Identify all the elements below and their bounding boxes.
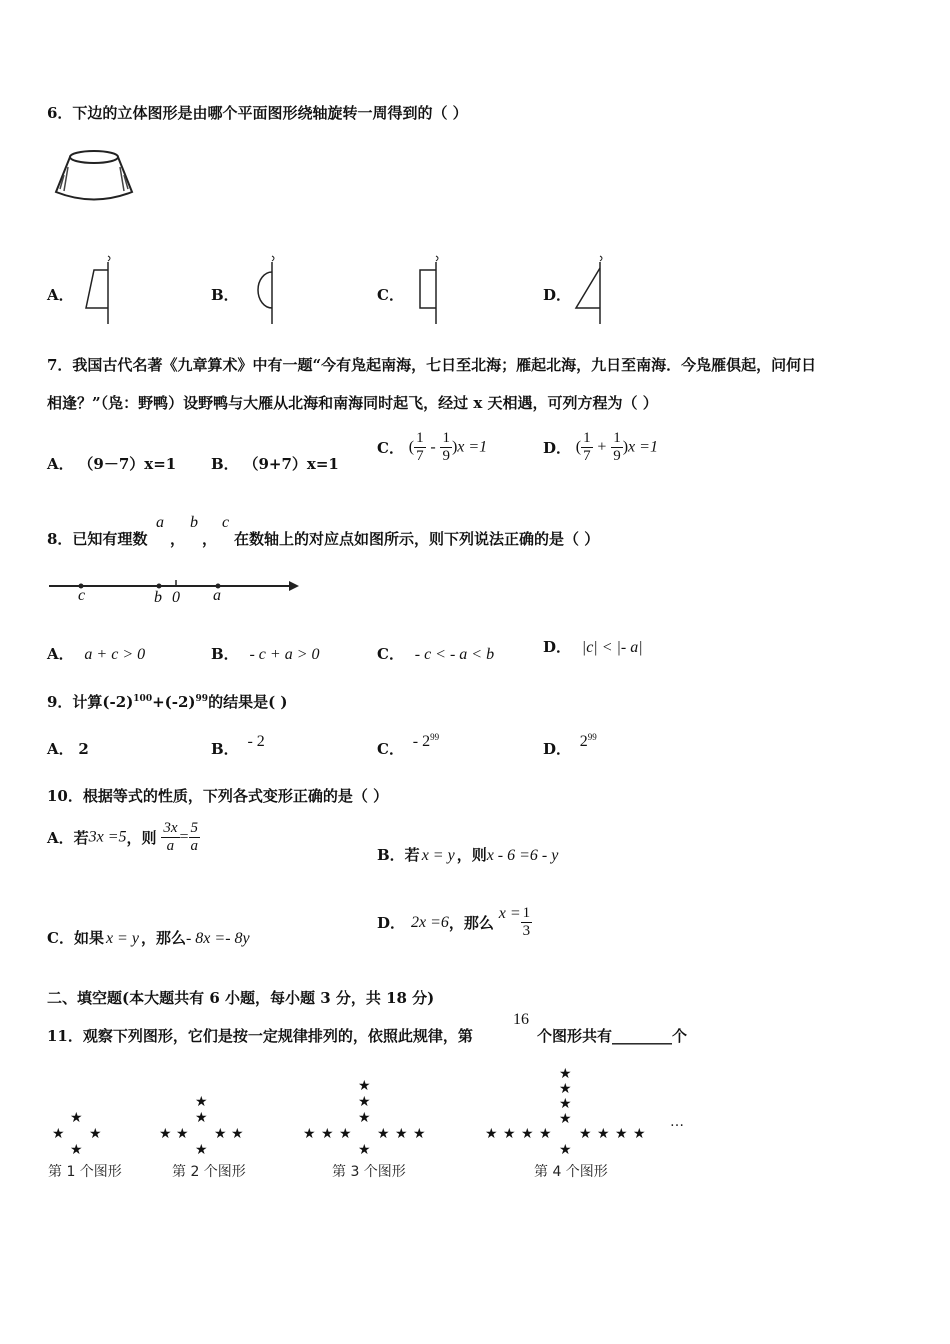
star: ★ <box>358 1078 371 1094</box>
q8-var-c: c <box>222 514 230 531</box>
q10-option-b-premise: x = y <box>421 847 455 864</box>
q8-option-d-label: D． <box>543 638 572 656</box>
q11-prefix: 11．观察下列图形，它们是按一定规律排列的，依照此规律，第 <box>47 1027 473 1045</box>
star: ★ <box>633 1126 646 1142</box>
q8-option-d[interactable] <box>543 636 643 657</box>
figure-caption-3: 第 3 个图形 <box>332 1164 406 1180</box>
q7-option-b[interactable] <box>211 453 339 474</box>
q10-option-d-x: x = <box>498 905 521 922</box>
star: ★ <box>559 1111 572 1127</box>
q10-option-b-result: x - 6 =6 - y <box>486 847 559 864</box>
q6-option-d-label[interactable]: D． <box>543 286 572 304</box>
q11-suffix: 个图形共有________个 <box>537 1027 688 1045</box>
q9-option-d-label: D． <box>543 740 572 758</box>
q7-option-c-rparen: ) <box>451 438 458 456</box>
q7-option-b-text: （9+7）x=1 <box>243 455 339 473</box>
q8-option-a-expr: a + c > 0 <box>84 646 146 663</box>
star: ★ <box>231 1126 244 1142</box>
q6-option-c-label[interactable]: C． <box>377 286 404 304</box>
q9-option-d-base: 2 <box>579 733 588 750</box>
q10-option-a-then: ，则 <box>126 829 157 847</box>
q8-var-a: a <box>156 514 164 531</box>
q10-option-a-eq: = <box>179 828 189 846</box>
figure-caption-2: 第 2 个图形 <box>172 1164 246 1180</box>
star: ★ <box>559 1066 572 1082</box>
q10-option-d[interactable] <box>377 905 532 940</box>
q8-option-b-label: B． <box>211 645 239 663</box>
q10-option-b-then: ，则 <box>456 846 487 864</box>
star: ★ <box>339 1126 352 1142</box>
q9-option-c[interactable] <box>377 732 440 759</box>
q8-option-c-expr: - c < - a < b <box>414 646 495 663</box>
q7-option-c[interactable] <box>377 430 487 465</box>
q7-option-c-op: - <box>430 438 436 456</box>
q9-option-c-label: C． <box>377 740 404 758</box>
star: ★ <box>159 1126 172 1142</box>
q9-option-b[interactable] <box>211 733 265 759</box>
star: ★ <box>559 1096 572 1112</box>
q8-option-a[interactable] <box>47 643 145 664</box>
star: ★ <box>559 1142 572 1158</box>
q11-n: 16 <box>513 1011 529 1028</box>
q7-option-d-label: D． <box>543 439 572 457</box>
star: ★ <box>195 1110 208 1126</box>
q7-option-b-label: B． <box>211 455 239 473</box>
q6-option-a-label[interactable]: A． <box>47 286 74 304</box>
q10-option-a-frac1: $\frac{3x}{a}$ <box>163 820 178 854</box>
q8-option-d-expr: |c| < |- a| <box>581 639 643 656</box>
q7-option-a-text: （9－7）x=1 <box>78 455 177 473</box>
q9-option-d-exp: 99 <box>587 732 597 742</box>
q7-option-d-xeq: x =1 <box>628 438 658 456</box>
q7-option-d-frac2: $\frac{1}{9}$ <box>613 430 621 464</box>
q10-option-d-premise: 2x =6 <box>411 913 449 931</box>
star: ★ <box>176 1126 189 1142</box>
star: ★ <box>321 1126 334 1142</box>
star: ★ <box>214 1126 227 1142</box>
q8-comma-2: ， <box>202 530 218 548</box>
q7-option-d-frac1: $\frac{1}{7}$ <box>583 430 591 464</box>
q6-option-d-figure <box>570 252 610 327</box>
star: ★ <box>358 1142 371 1158</box>
q10-text: 10．根据等式的性质，下列各式变形正确的是（ ） <box>47 787 389 805</box>
q10-option-a-premise: 3x =5 <box>88 828 127 846</box>
star: ★ <box>358 1094 371 1110</box>
q7-option-c-xeq: x =1 <box>457 438 488 456</box>
number-line-point-b <box>157 584 162 589</box>
q7-option-c-lparen: ( <box>408 438 415 456</box>
figure-ellipsis: … <box>670 1114 684 1130</box>
q8-prefix: 8．已知有理数 <box>47 530 148 548</box>
q7-option-a-label: A． <box>47 455 74 473</box>
star: ★ <box>485 1126 498 1142</box>
q9-option-a[interactable] <box>47 738 89 759</box>
q8-suffix: 在数轴上的对应点如图所示，则下列说法正确的是（ ） <box>234 530 600 548</box>
number-line-label-b: b <box>154 589 162 606</box>
q9-option-a-text: 2 <box>78 740 89 758</box>
figure-caption-1: 第 1 个图形 <box>48 1164 122 1180</box>
star: ★ <box>195 1142 208 1158</box>
q10-option-c-label: C．如果 <box>47 929 104 947</box>
section-2-title: 二、填空题(本大题共有 6 小题，每小题 3 分，共 18 分) <box>47 989 435 1007</box>
number-line-label-zero: 0 <box>172 589 180 606</box>
q6-option-c-figure <box>410 252 450 327</box>
q10-option-c-result: - 8x =- 8y <box>185 930 250 947</box>
star: ★ <box>615 1126 628 1142</box>
q8-var-b: b <box>190 514 198 531</box>
star: ★ <box>89 1126 102 1142</box>
q10-option-a[interactable] <box>47 820 200 855</box>
q8-option-c-label: C． <box>377 645 404 663</box>
q8-option-b-expr: - c + a > 0 <box>249 646 320 663</box>
star: ★ <box>377 1126 390 1142</box>
q10-option-a-label: A．若 <box>47 829 89 847</box>
star: ★ <box>413 1126 426 1142</box>
q6-text: 6．下边的立体图形是由哪个平面图形绕轴旋转一周得到的（ ） <box>47 104 468 122</box>
q7-line1: 7．我国古代名著《九章算术》中有一题“今有凫起南海，七日至北海；雁起北海，九日至南海．今凫雁俱起，问何日 <box>47 356 817 374</box>
q10-option-d-then: ，那么 <box>448 914 494 932</box>
q9-option-a-label: A． <box>47 740 74 758</box>
q10-option-c-premise: x = y <box>105 930 139 947</box>
q8-comma-1: ， <box>170 530 186 548</box>
star: ★ <box>579 1126 592 1142</box>
q7-option-c-label: C． <box>377 439 404 457</box>
star: ★ <box>70 1110 83 1126</box>
q9-option-b-text: - 2 <box>247 733 265 750</box>
figure-caption-4: 第 4 个图形 <box>534 1164 608 1180</box>
q6-option-a-figure <box>82 252 122 327</box>
star: ★ <box>70 1142 83 1158</box>
frustum-figure <box>50 145 140 207</box>
q8-option-b[interactable] <box>211 643 320 664</box>
number-line-label-c: c <box>78 587 86 604</box>
q7-option-d[interactable] <box>543 430 658 465</box>
q7-option-d-op: + <box>597 438 607 456</box>
q10-option-c[interactable] <box>47 927 250 948</box>
q7-option-c-frac1: $\frac{1}{7}$ <box>416 430 424 464</box>
q7-option-c-frac2: $\frac{1}{9}$ <box>442 430 450 464</box>
q9-option-d[interactable] <box>543 732 597 759</box>
q7-option-a[interactable] <box>47 453 176 474</box>
q10-option-a-frac2: $\frac{5}{a}$ <box>190 820 199 854</box>
q10-option-d-frac: $\frac{1}{3}$ <box>522 905 531 939</box>
q7-option-d-rparen: ) <box>622 438 629 456</box>
star: ★ <box>521 1126 534 1142</box>
number-line-label-a: a <box>213 587 221 604</box>
q7-line2: 相逢？”（凫：野鸭）设野鸭与大雁从北海和南海同时起飞，经过 x 天相遇，可列方程为（ ） <box>47 394 658 412</box>
star: ★ <box>358 1110 371 1126</box>
q8-option-c[interactable] <box>377 643 494 664</box>
q7-option-d-lparen: ( <box>575 438 582 456</box>
q9-text: 9．计算$(-2)^{100}+(-2)^{99}$的结果是( ) <box>47 693 288 711</box>
q10-option-c-then: ，那么 <box>140 929 186 947</box>
q10-option-b-label: B．若 <box>377 846 420 864</box>
q9-option-b-label: B． <box>211 740 239 758</box>
q10-option-d-label: D． <box>377 914 406 932</box>
q6-option-b-label[interactable]: B． <box>211 286 239 304</box>
star: ★ <box>303 1126 316 1142</box>
q6-option-b-figure <box>250 252 290 327</box>
star: ★ <box>597 1126 610 1142</box>
star: ★ <box>503 1126 516 1142</box>
star: ★ <box>195 1094 208 1110</box>
star: ★ <box>539 1126 552 1142</box>
star: ★ <box>395 1126 408 1142</box>
q8-option-a-label: A． <box>47 645 74 663</box>
q10-option-b[interactable] <box>377 844 558 865</box>
star: ★ <box>52 1126 65 1142</box>
q9-option-c-exp: 99 <box>430 732 440 742</box>
q9-option-c-base: - 2 <box>412 733 431 750</box>
star: ★ <box>559 1081 572 1097</box>
